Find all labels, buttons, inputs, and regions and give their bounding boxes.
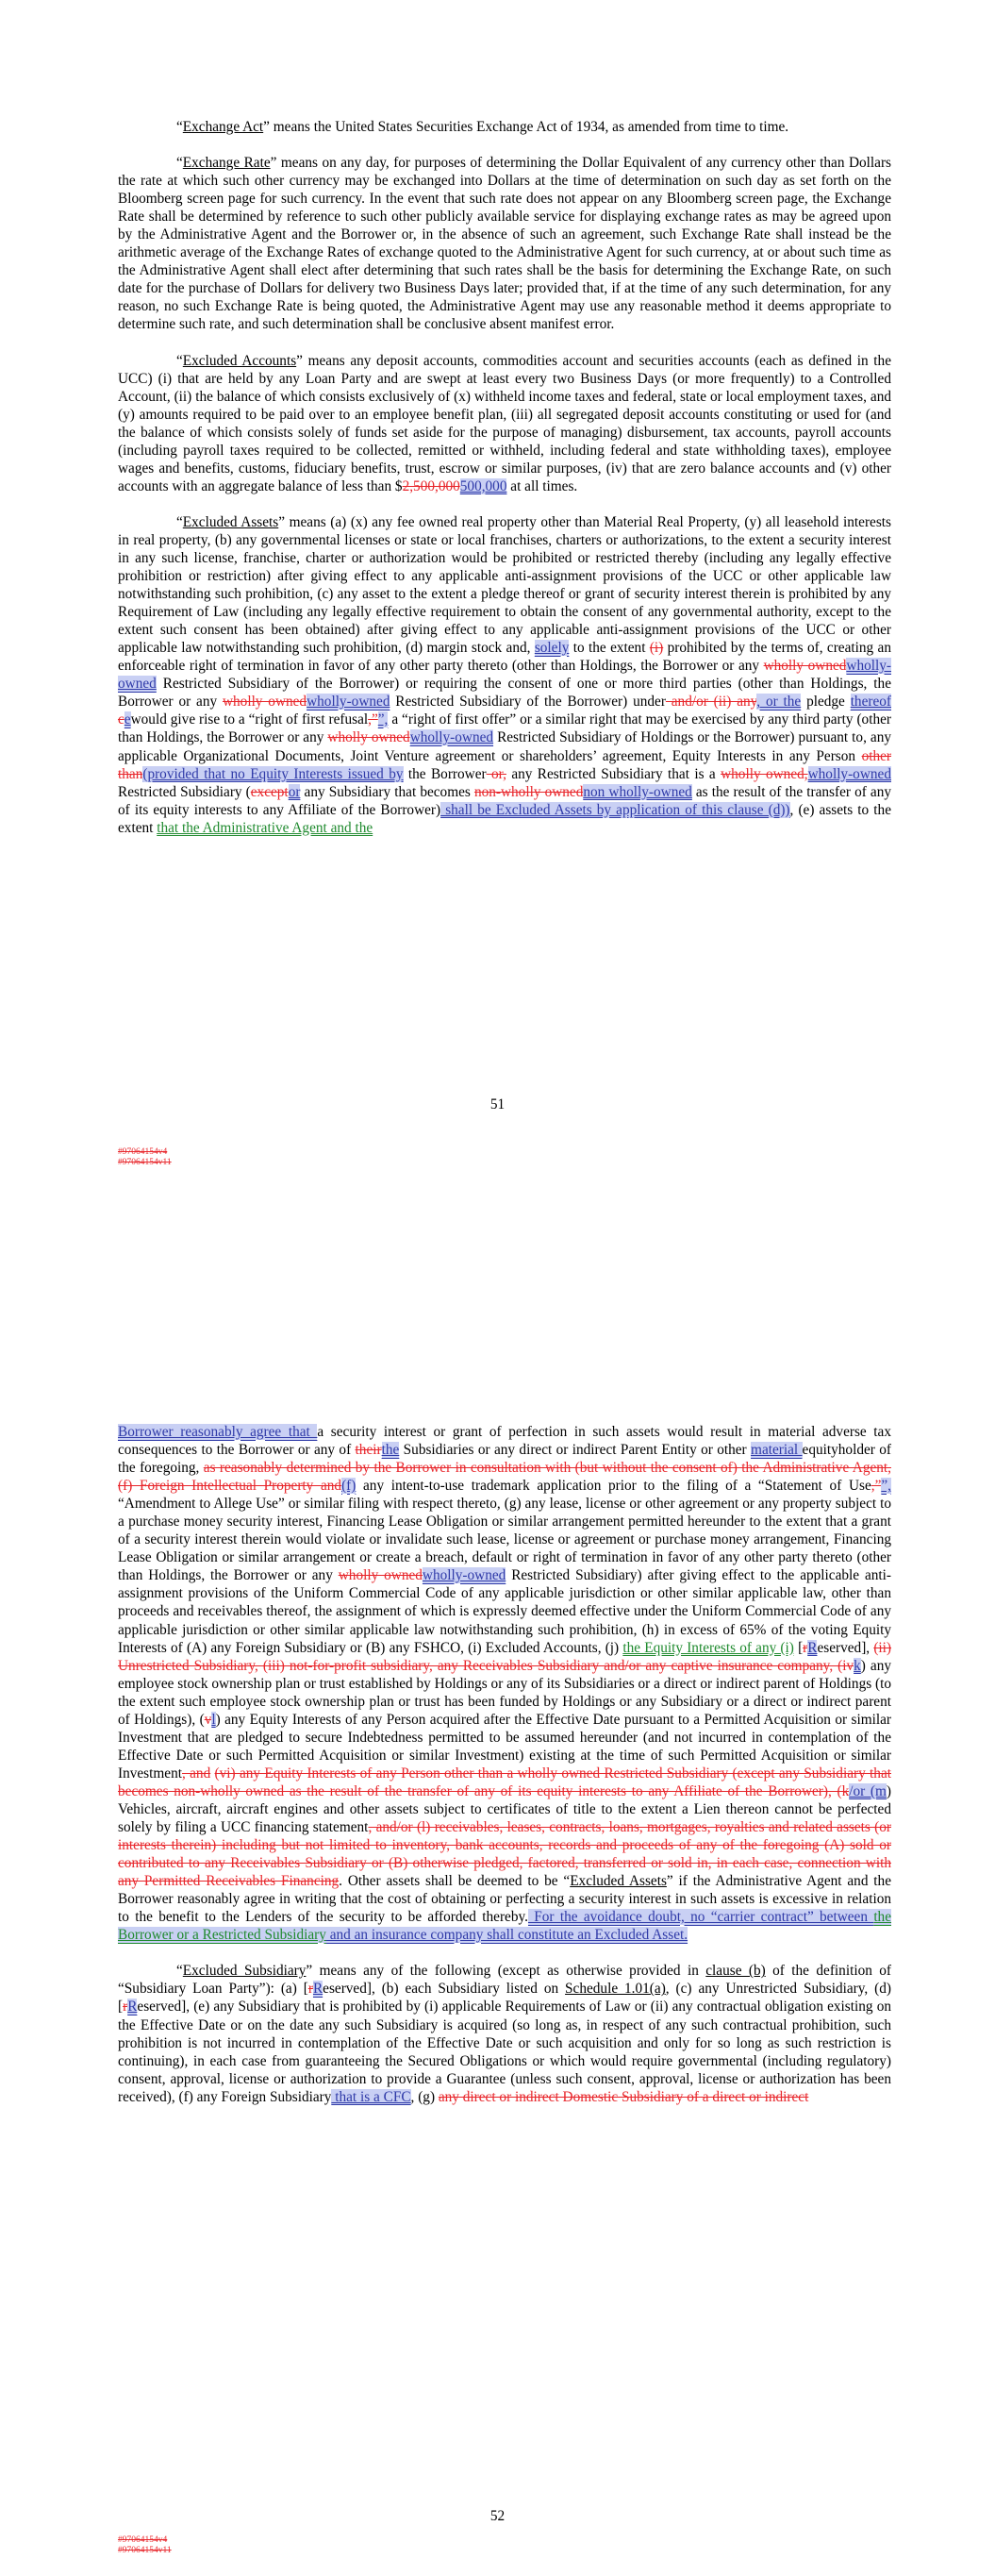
term-exchange-act: Exchange Act (182, 119, 264, 135)
schedule-reference: Schedule 1.01(a) (565, 1981, 666, 1998)
deleted-amount: 2,500,000 (402, 477, 460, 494)
definition-excluded-subsidiary: “Excluded Subsidiary” means any of the following (except as otherwise provided in clause (b) of the definition of “Subsidiary Loan Party”): (a) [rReserved], (b) each Subsidiary listed on Schedule 1.01(a), (c) any Unrestricted Subsidiary, (d) [rReserved], (e) any Subsidiary that is prohibited by (i) applicable Requirements of Law or (ii) any contractual obligation existing on the Effective Date or on the date any such Subsidiary is acquired (so long as, in respect of any such contractual prohibition, such prohibition is not incurred in contemplation of the Effective Date or such acquisition and only for so long as such restriction is continuing), in each case from guaranteeing the Secured Obligations or which would require governmental (including regulatory) consent, approval, license or authorization to provide a Guarantee (unless such consent, approval, license or authorization has been received), (f) any Foreign Subsidiary that is a CFC, (g) any direct or indirect Domestic Subsidiary of a direct or indirect (118, 1963, 892, 2105)
doc-id-footer: #97064154v4 #97064154v11 (118, 2535, 172, 2555)
term-exchange-rate: Exchange Rate (182, 155, 271, 172)
inserted-amount: 500,000 (459, 477, 507, 494)
term-excluded-accounts: Excluded Accounts (182, 352, 297, 369)
term-excluded-assets-2: Excluded Assets (570, 1873, 667, 1890)
definition-exchange-rate: “Exchange Rate” means on any day, for purposes of determining the Dollar Equivalent of any currency other than Dollars the rate at which such other currency may be exchanged into Dollars at the time of determination on such day as set forth on the Bloomberg screen page for such currency. In the event that such rate does not appear on any Bloomberg screen page, the Exchange Rate shall be determined by reference to such other publicly available service for displaying exchange rates as may be agreed upon by the Administrative Agent and the Borrower or, in the absence of such an agreement, such Exchange Rate shall instead be the arithmetic average of the Exchange Rates of exchange quoted to the Administrative Agent for such currency, at or about such time as the Administrative Agent shall elect after determining that such rates shall be the basis for determining the Exchange Rate, on such date for the purchase of Dollars for delivery two Business Days later; provided that, if at the time of any such determination, for any reason, no such Exchange Rate is being quoted, the Administrative Agent may use any reasonable method it deems appropriate to determine such rate, and such determination shall be conclusive absent manifest error. (118, 155, 891, 333)
term-excluded-assets: Excluded Assets (182, 513, 279, 530)
page-number: 52 (489, 2508, 506, 2524)
page-51-body (118, 118, 891, 837)
term-excluded-subsidiary: Excluded Subsidiary (182, 1963, 307, 1980)
page-52 (0, 1288, 995, 2576)
excluded-assets-continuation: Borrower reasonably agree that a security interest or grant of perfection in such assets would result in material adverse tax consequences to the Borrower or any of theirthe Subsidiaries or any direct or indirect Parent Entity or other material equityholder of the foregoing, as reasonably determined by the Borrower in consultation with (but without the consent of) the Administrative Agent, (f) Foreign Intellectual Property and(f) any intent-to-use trademark application prior to the filing of a “Statement of Use,””, “Amendment to Allege Use” or similar filing with respect thereto, (g) any lease, license or other agreement or any property subject to a purchase money security interest, Financing Lease Obligation or similar arrangement permitted hereunder to the extent that a grant of a security interest therein would violate or invalidate such lease, license or agreement or purchase money arrangement, Financing Lease Obligation or similar arrangement or create a breach, default or right of termination in favor of any other party thereto (other than Holdings, the Borrower or any wholly ownedwholly-owned Restricted Subsidiary) after giving effect to the applicable anti-assignment provisions of the Uniform Commercial Code of any applicable jurisdiction or other similar applicable law, other than proceeds and receivables thereof, the assignment of which is expressly deemed effective under the Uniform Commercial Code of any applicable jurisdiction or other similar applicable law notwithstanding such prohibition, (h) in excess of 65% of the voting Equity Interests of (A) any Foreign Subsidiary or (B) any FSHCO, (i) Excluded Accounts, (j) the Equity Interests of any (i) [rReserved], (ii) Unrestricted Subsidiary, (iii) not-for-profit subsidiary, any Receivables Subsidiary and/or any captive insurance company, (ivk) any employee stock ownership plan or trust established by Holdings or any of its Subsidiaries or a direct or indirect parent of Holdings (to the extent such employee stock ownership plan or trust has been funded by Holdings or any Subsidiary or a direct or indirect parent of Holdings), (vl) any Equity Interests of any Person acquired after the Effective Date pursuant to a Permitted Acquisition or similar Investment that are pledged to secure Indebtedness permitted to be assumed hereunder (and not incurred in contemplation of the Effective Date or such Permitted Acquisition or similar Investment) existing at the time of such Permitted Acquisition or similar Investment, and (vi) any Equity Interests of any Person other than a wholly owned Restricted Subsidiary (except any Subsidiary that becomes non-wholly owned as the result of the transfer of any of its equity interests to any Affiliate of the Borrower), (k/or (m) Vehicles, aircraft, aircraft engines and other assets subject to certificates of title to the extent a Lien thereon cannot be perfected solely by filing a UCC financing statement, and/or (l) receivables, leases, contracts, loans, mortgages, royalties and related assets (or interests therein) including but not limited to inventory, bank accounts, records and proceeds of any of the foregoing (A) sold or contributed to any Receivables Subsidiary or (B) otherwise pledged, factored, transferred or sold in, in each case, connection with any Permitted Receivables Financing. Other assets shall be deemed to be “Excluded Assets” if the Administrative Agent and the Borrower reasonably agree in writing that the cost of obtaining or perfecting a security interest in such assets is excessive in relation to the benefit to the Lenders of the security to be afforded thereby. For the avoidance doubt, no “carrier contract” between the Borrower or a Restricted Subsidiary and an insurance company shall constitute an Excluded Asset. (118, 1424, 892, 1944)
definition-excluded-accounts: “Excluded Accounts” means any deposit accounts, commodities account and securities accounts (each as defined in the UCC) (i) that are held by any Loan Party and are swept at least every two Business Days (or more frequently) to a Controlled Account, (ii) the balance of which consists exclusively of (x) withheld income taxes and federal, state or local employment taxes, and (y) amounts required to be paid over to an employee benefit plan, (iii) all segregated deposit accounts constituting or used for (and the balance of which consists solely of funds set aside for the purpose of managing) disbursement, tax accounts, payroll accounts (including payroll taxes required to be collected, remitted or withheld, including federal and state withholding taxes), employee wages and benefits, customs, fiduciary benefits, trust, escrow or similar purposes, (iv) that are zero balance accounts and (v) other accounts with an aggregate balance of less than $2,500,000500,000 at all times. (118, 352, 891, 494)
definition-exchange-act: “Exchange Act” means the United States Securities Exchange Act of 1934, as amended from time to time. (176, 119, 789, 135)
clause-b-reference: clause (b) (705, 1963, 766, 1980)
page-52-body (118, 1423, 891, 2106)
doc-id-footer: #97064154v4 #97064154v11 (118, 1147, 172, 1167)
definition-excluded-assets: “Excluded Assets” means (a) (x) any fee owned real property other than Material Real Property, (y) all leasehold interests in real property, (b) any governmental licenses or state or local franchises, charters or authorizations, to the extent a security interest in any such license, franchise, charter or authorization would be prohibited or restricted thereby (including any legally effective prohibition or restriction) after giving effect to any applicable anti-assignment provisions of the UCC or other applicable law notwithstanding such prohibition, (c) any asset to the extent a pledge thereof or grant of security interest therein is prohibited by any Requirement of Law (including any legally effective requirement to obtain the consent of any governmental authority, except to the extent such consent has been obtained) after giving effect to any applicable anti-assignment provisions of the UCC or other applicable law notwithstanding such prohibition, (d) margin stock and, solely to the extent (i) prohibited by the terms of, creating an enforceable right of termination in favor of any other party thereto (other than Holdings, the Borrower or any wholly ownedwholly-owned Restricted Subsidiary of the Borrower) or requiring the consent of one or more third parties (other than Holdings, the Borrower or any wholly ownedwholly-owned Restricted Subsidiary of the Borrower) under and/or (ii) any, or the pledge thereof cewould give rise to a “right of first refusal,””, a “right of first offer” or a similar right that may be exercised by any third party (other than Holdings, the Borrower or any wholly ownedwholly-owned Restricted Subsidiary of Holdings or the Borrower) pursuant to, any applicable Organizational Documents, Joint Venture agreement or shareholders’ agreement, Equity Interests in any Person other than(provided that no Equity Interests issued by the Borrower or, any Restricted Subsidiary that is a wholly owned,wholly-owned Restricted Subsidiary (exceptor any Subsidiary that becomes non-wholly ownednon wholly-owned as the result of the transfer of any of its equity interests to any Affiliate of the Borrower) shall be Excluded Assets by application of this clause (d)), (e) assets to the extent that the Administrative Agent and the (118, 513, 892, 836)
page-number: 51 (489, 1096, 506, 1112)
